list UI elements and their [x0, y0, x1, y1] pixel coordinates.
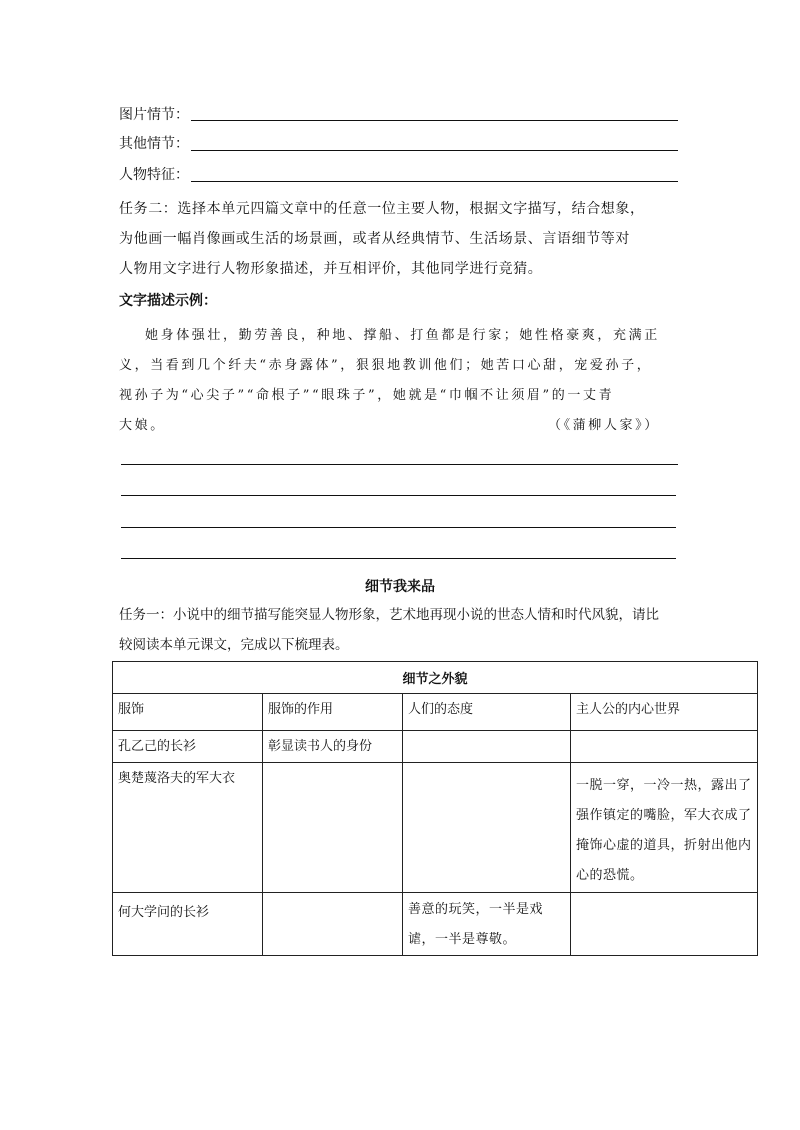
table-row: [113, 893, 758, 956]
table-title: 细节之外貌: [113, 662, 758, 694]
table-row: [113, 731, 758, 763]
task2-line: 人物用文字进行人物形象描述，并互相评价，其他同学进行竞猜。: [119, 261, 543, 277]
table-cell[interactable]: [403, 763, 571, 893]
example-heading: 文字描述示例：: [119, 293, 217, 309]
example-line: 大娘。: [119, 418, 166, 433]
fill-line-other-plot[interactable]: [191, 150, 678, 151]
table-header-row: [113, 694, 758, 731]
writing-line-1[interactable]: [121, 464, 678, 465]
table-cell[interactable]: 彰显读书人的身份: [263, 731, 403, 763]
writing-line-3[interactable]: [121, 527, 676, 528]
table-header-cell: 服饰: [113, 694, 263, 731]
writing-line-2[interactable]: [121, 495, 676, 496]
writing-line-4[interactable]: [121, 558, 676, 559]
table-header-cell: 人们的态度: [403, 694, 571, 731]
task2-paragraph: [119, 194, 689, 284]
fill-label-character-traits: 人物特征：: [119, 167, 189, 183]
table-cell[interactable]: 善意的玩笑，一半是戏谑，一半是尊敬。: [403, 893, 571, 956]
fill-line-picture-plot[interactable]: [191, 120, 678, 121]
example-source: （《蒲柳人家》）: [548, 418, 660, 433]
task1-paragraph: [119, 600, 759, 660]
fill-line-character-traits[interactable]: [191, 181, 678, 182]
section-title: 细节我来品: [365, 579, 435, 595]
task2-line: 任务二：选择本单元四篇文章中的任意一位主要人物，根据文字描写，结合想象，: [119, 201, 645, 217]
table-cell[interactable]: [263, 763, 403, 893]
table-cell[interactable]: [403, 731, 571, 763]
fill-label-picture-plot: 图片情节：: [119, 107, 189, 123]
table-row: [113, 763, 758, 893]
example-line: 义，当看到几个纤夫“赤身露体”，狠狠地教训他们；她苦口心甜，宠爱孙子，: [119, 358, 653, 373]
table-cell[interactable]: [571, 731, 758, 763]
table-header-cell: 服饰的作用: [263, 694, 403, 731]
fill-label-other-plot: 其他情节：: [119, 136, 189, 152]
table-cell[interactable]: 孔乙己的长衫: [113, 731, 263, 763]
example-line: 视孙子为“心尖子”“命根子”“眼珠子”，她就是“巾帼不让须眉”的一丈青: [119, 388, 615, 403]
table-cell[interactable]: 一脱一穿，一冷一热，露出了强作镇定的嘴脸，军大衣成了掩饰心虚的道具，折射出他内心的恐慌。: [571, 763, 758, 893]
table-cell[interactable]: [571, 893, 758, 956]
table-cell[interactable]: [263, 893, 403, 956]
example-line: 她身体强壮，勤劳善良，种地、撑船、打鱼都是行家；她性格豪爽，充满正: [145, 328, 660, 343]
table-header-cell: 主人公的内心世界: [571, 694, 758, 731]
task2-line: 为他画一幅肖像画或生活的场景画，或者从经典情节、生活场景、言语细节等对: [119, 231, 630, 247]
detail-table: [112, 661, 758, 956]
table-title-row: [113, 662, 758, 694]
task1-line: 较阅读本单元课文，完成以下梳理表。: [119, 637, 349, 653]
task1-line: 任务一：小说中的细节描写能突显人物形象，艺术地再现小说的世态人情和时代风貌，请比: [119, 607, 659, 623]
table-cell[interactable]: 奥楚蔑洛夫的军大衣: [113, 763, 263, 893]
table-cell[interactable]: 何大学问的长衫: [113, 893, 263, 956]
